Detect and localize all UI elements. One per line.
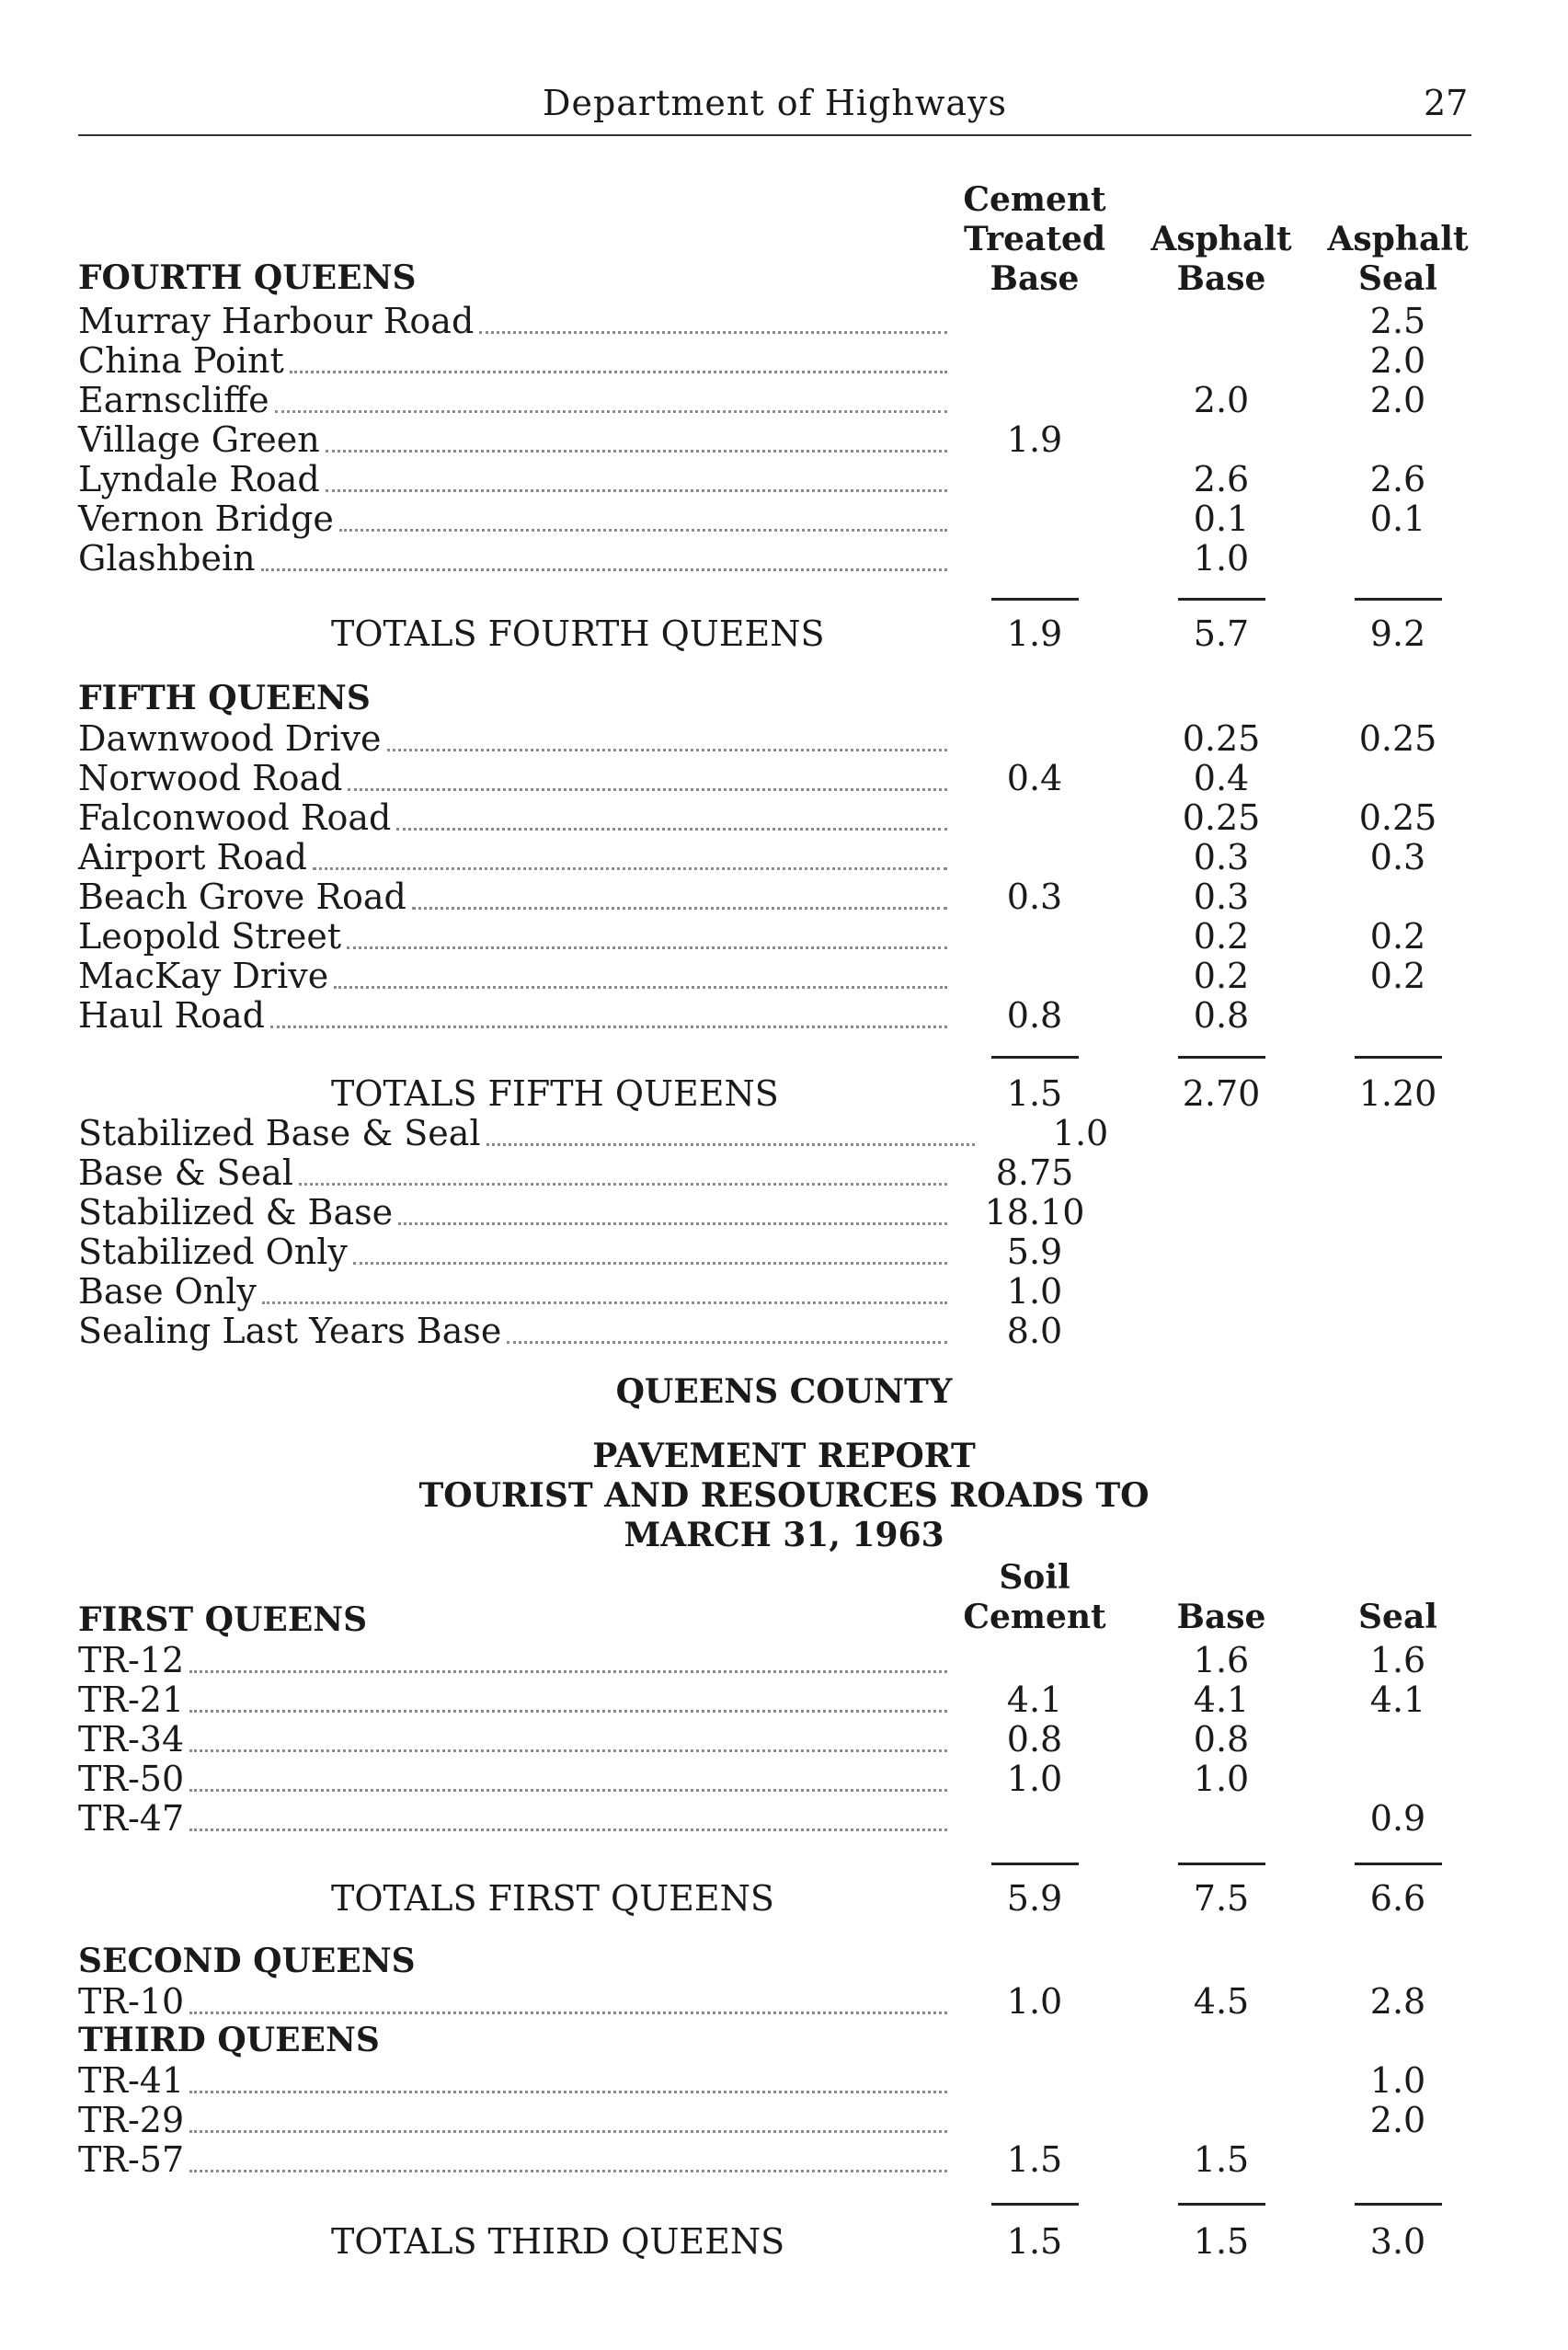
dot-leader (313, 867, 947, 870)
total-value: 3.0 (1369, 2221, 1426, 2262)
total-value: 1.5 (1193, 2221, 1250, 2262)
row-label: TR-41 (78, 2060, 185, 2101)
cell-value: 0.4 (1006, 758, 1063, 798)
dot-leader (275, 410, 947, 413)
summary-label: Sealing Last Years Base (78, 1311, 502, 1351)
cell-value: 1.0 (1193, 538, 1250, 579)
cell-value: 0.8 (1193, 1719, 1250, 1760)
report-title-line: TOURIST AND RESOURCES ROADS TO (418, 1476, 1150, 1515)
column-header-asphalt-base: Asphalt Base (1150, 220, 1292, 298)
cell-value: 0.2 (1193, 916, 1250, 957)
dot-leader (339, 529, 947, 532)
dot-leader (387, 749, 947, 751)
summary-value: 1.0 (1052, 1113, 1109, 1153)
cell-value: 0.3 (1193, 877, 1250, 917)
row-label: TR-29 (78, 2100, 185, 2140)
summary-label: Base & Seal (78, 1152, 293, 1193)
row-label: Dawnwood Drive (78, 718, 382, 759)
cell-value: 1.0 (1369, 2060, 1426, 2101)
dot-leader (262, 1301, 947, 1304)
cell-value: 1.0 (1006, 1759, 1063, 1799)
row-label: TR-47 (78, 1798, 185, 1839)
dot-leader (189, 1789, 947, 1792)
section-heading: FIRST QUEENS (78, 1600, 368, 1639)
report-title-line: QUEENS COUNTY (615, 1372, 953, 1411)
row-label: Vernon Bridge (78, 499, 334, 539)
summary-label: Stabilized Only (78, 1232, 348, 1272)
page-header-title: Department of Highways (543, 83, 1007, 123)
dot-leader (396, 828, 947, 831)
row-label: Glashbein (78, 538, 256, 579)
page-number: 27 (1424, 83, 1469, 123)
total-rule (1178, 2203, 1265, 2206)
dot-leader (189, 2012, 947, 2014)
row-label: Leopold Street (78, 916, 342, 957)
dot-leader (348, 788, 947, 791)
cell-value: 4.1 (1369, 1679, 1426, 1720)
dot-leader (334, 986, 947, 989)
dot-leader (189, 1828, 947, 1831)
cell-value: 4.5 (1193, 1981, 1250, 2022)
total-value: 6.6 (1369, 1878, 1426, 1919)
dot-leader (189, 2130, 947, 2133)
row-label: TR-12 (78, 1640, 185, 1680)
cell-value: 0.2 (1369, 956, 1426, 996)
section-heading: SECOND QUEENS (78, 1942, 416, 1980)
total-value: 7.5 (1193, 1878, 1250, 1919)
cell-value: 1.5 (1006, 2139, 1063, 2180)
dot-leader (507, 1341, 947, 1344)
cell-value: 0.3 (1193, 837, 1250, 877)
summary-value: 18.10 (984, 1192, 1085, 1232)
total-value: 5.9 (1006, 1878, 1063, 1919)
dot-leader (189, 1710, 947, 1713)
dot-leader (326, 489, 947, 492)
cell-value: 2.6 (1193, 459, 1250, 499)
row-label: TR-10 (78, 1981, 185, 2022)
column-header-base: Base (1176, 1598, 1266, 1636)
row-label: Falconwood Road (78, 797, 392, 838)
column-header-cement-treated-base: Cement Treated Base (963, 180, 1106, 298)
total-value: 1.5 (1006, 2221, 1063, 2262)
cell-value: 2.0 (1193, 380, 1250, 420)
cell-value: 0.2 (1193, 956, 1250, 996)
cell-value: 1.5 (1193, 2139, 1250, 2180)
cell-value: 1.6 (1193, 1640, 1250, 1680)
row-label: Airport Road (78, 837, 307, 877)
cell-value: 2.6 (1369, 459, 1426, 499)
cell-value: 1.0 (1193, 1759, 1250, 1799)
dot-leader (189, 1670, 947, 1673)
dot-leader (326, 450, 947, 453)
cell-value: 0.8 (1006, 995, 1063, 1036)
cell-value: 0.25 (1358, 718, 1437, 759)
totals-label: TOTALS FOURTH QUEENS (331, 613, 825, 654)
cell-value: 4.1 (1193, 1679, 1250, 1720)
summary-value: 8.75 (995, 1152, 1074, 1193)
row-label: Lyndale Road (78, 459, 320, 499)
total-rule (991, 1056, 1079, 1059)
row-label: China Point (78, 340, 284, 381)
row-label: Norwood Road (78, 758, 343, 798)
dot-leader (398, 1222, 947, 1225)
dot-leader (479, 331, 947, 334)
summary-label: Stabilized & Base (78, 1192, 394, 1232)
row-label: TR-57 (78, 2139, 185, 2180)
total-rule (1355, 1863, 1442, 1865)
header-rule (78, 134, 1471, 136)
total-value: 9.2 (1369, 613, 1426, 654)
report-title-line: MARCH 31, 1963 (624, 1516, 944, 1554)
summary-value: 5.9 (1006, 1232, 1063, 1272)
section-heading: THIRD QUEENS (78, 2021, 380, 2059)
cell-value: 0.25 (1182, 797, 1261, 838)
dot-leader (412, 907, 947, 910)
cell-value: 2.0 (1369, 380, 1426, 420)
row-label: Earnscliffe (78, 380, 269, 420)
total-rule (1355, 2203, 1442, 2206)
cell-value: 2.0 (1369, 2100, 1426, 2140)
total-rule (1178, 598, 1265, 601)
cell-value: 0.2 (1369, 916, 1426, 957)
cell-value: 4.1 (1006, 1679, 1063, 1720)
row-label: TR-50 (78, 1759, 185, 1799)
dot-leader (290, 371, 947, 373)
total-rule (1178, 1863, 1265, 1865)
column-header-asphalt-seal: Asphalt Seal (1327, 220, 1469, 298)
row-label: Beach Grove Road (78, 877, 406, 917)
totals-label: TOTALS FIRST QUEENS (331, 1878, 774, 1919)
totals-label: TOTALS FIFTH QUEENS (331, 1073, 779, 1114)
total-rule (991, 598, 1079, 601)
cell-value: 0.3 (1006, 877, 1063, 917)
summary-value: 1.0 (1006, 1271, 1063, 1312)
cell-value: 0.9 (1369, 1798, 1426, 1839)
total-value: 1.5 (1006, 1073, 1063, 1114)
total-rule (991, 1863, 1079, 1865)
cell-value: 0.1 (1193, 499, 1250, 539)
column-header-soil-cement: Soil Cement (963, 1558, 1106, 1636)
dot-leader (270, 1026, 947, 1028)
total-value: 1.9 (1006, 613, 1063, 654)
cell-value: 0.8 (1006, 1719, 1063, 1760)
cell-value: 2.5 (1369, 301, 1426, 341)
row-label: Village Green (78, 419, 320, 460)
dot-leader (189, 2170, 947, 2172)
cell-value: 0.4 (1193, 758, 1250, 798)
cell-value: 0.8 (1193, 995, 1250, 1036)
summary-label: Base Only (78, 1271, 257, 1312)
dot-leader (347, 946, 947, 949)
cell-value: 2.8 (1369, 1981, 1426, 2022)
total-rule (991, 2203, 1079, 2206)
total-rule (1355, 1056, 1442, 1059)
totals-label: TOTALS THIRD QUEENS (331, 2221, 785, 2262)
section-heading: FIFTH QUEENS (78, 679, 371, 717)
cell-value: 0.3 (1369, 837, 1426, 877)
report-title-line: PAVEMENT REPORT (592, 1437, 976, 1475)
total-value: 1.20 (1358, 1073, 1437, 1114)
dot-leader (299, 1183, 947, 1186)
cell-value: 0.25 (1358, 797, 1437, 838)
cell-value: 0.25 (1182, 718, 1261, 759)
summary-label: Stabilized Base & Seal (78, 1113, 481, 1153)
dot-leader (261, 568, 947, 571)
total-rule (1355, 598, 1442, 601)
total-rule (1178, 1056, 1265, 1059)
row-label: MacKay Drive (78, 956, 329, 996)
column-header-seal: Seal (1358, 1598, 1437, 1636)
row-label: Haul Road (78, 995, 265, 1036)
dot-leader (189, 1749, 947, 1752)
row-label: Murray Harbour Road (78, 301, 475, 341)
total-value: 5.7 (1193, 613, 1250, 654)
row-label: TR-34 (78, 1719, 185, 1760)
cell-value: 1.6 (1369, 1640, 1426, 1680)
cell-value: 1.0 (1006, 1981, 1063, 2022)
total-value: 2.70 (1182, 1073, 1261, 1114)
section-heading: FOURTH QUEENS (78, 258, 417, 297)
row-label: TR-21 (78, 1679, 185, 1720)
dot-leader (353, 1262, 947, 1265)
dot-leader (189, 2091, 947, 2093)
cell-value: 2.0 (1369, 340, 1426, 381)
dot-leader (486, 1143, 975, 1146)
summary-value: 8.0 (1006, 1311, 1063, 1351)
cell-value: 1.9 (1006, 419, 1063, 460)
cell-value: 0.1 (1369, 499, 1426, 539)
